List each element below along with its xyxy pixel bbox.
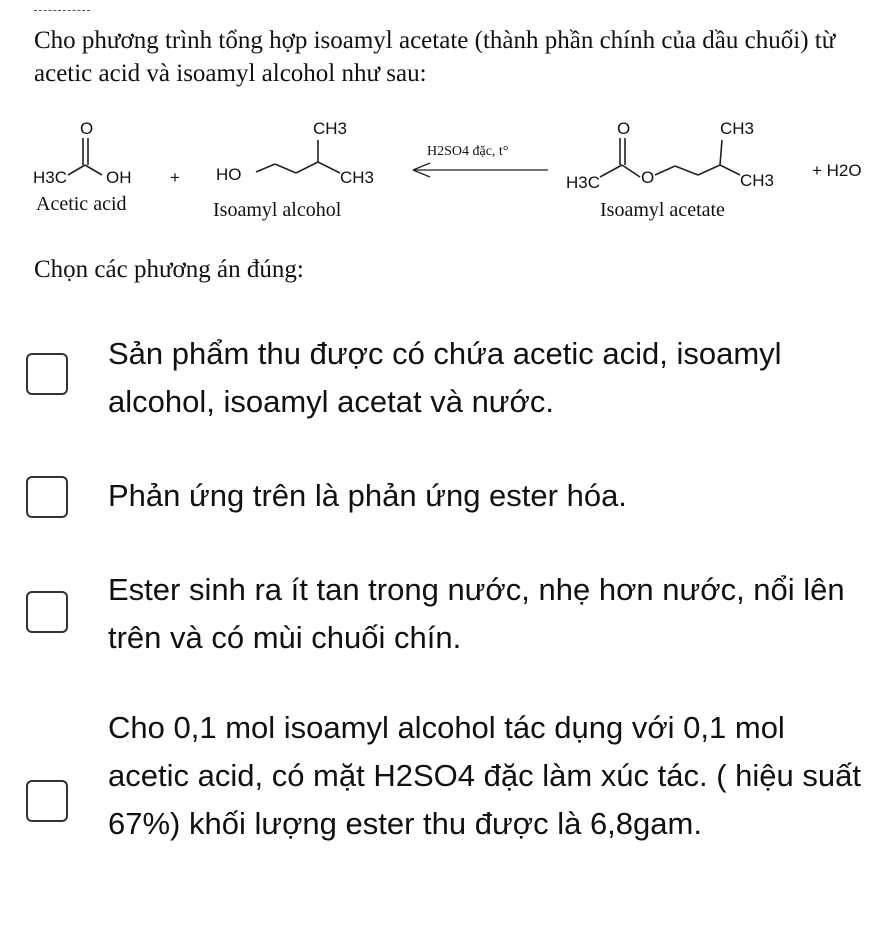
checkbox-option-2[interactable] xyxy=(26,476,68,518)
acetic-acid-h3c: H3C xyxy=(33,168,68,187)
isoamyl-alcohol-ho: HO xyxy=(216,165,242,184)
isoamyl-alcohol-ch3-end: CH3 xyxy=(340,168,375,187)
acetic-acid-carbonyl-o: O xyxy=(80,119,94,138)
reaction-scheme xyxy=(0,108,889,228)
checkbox-option-1[interactable] xyxy=(26,353,68,395)
question-intro: Cho phương trình tổng hợp isoamyl acetate (thành phần chính của dầu chuối) từ acetic acid và isoamyl alcohol như sau: xyxy=(34,27,836,87)
option-1-text: Sản phẩm thu được có chứa acetic acid, isoamyl alcohol, isoamyl acetat và nước. xyxy=(108,336,782,419)
isoamyl-acetate-ester-o: O xyxy=(641,168,655,187)
option-3-text: Ester sinh ra ít tan trong nước, nhẹ hơn nước, nổi lên trên và có mùi chuối chín. xyxy=(108,572,845,655)
isoamyl-alcohol-ch3-top: CH3 xyxy=(313,119,348,138)
option-2-text: Phản ứng trên là phản ứng ester hóa. xyxy=(108,478,627,513)
reaction-condition: H2SO4 đặc, t° xyxy=(427,144,509,159)
isoamyl-acetate-ch3-end: CH3 xyxy=(740,171,775,190)
acetic-acid-name: Acetic acid xyxy=(36,193,127,215)
option-4-text: Cho 0,1 mol isoamyl alcohol tác dụng với 0,1 mol acetic acid, có mặt H2SO4 đặc làm xúc tác. ( hiệu suất 67%) khối lượng ester thu được là 6,8gam. xyxy=(108,710,861,841)
question-prompt: Chọn các phương án đúng: xyxy=(34,256,304,283)
decorative-dash xyxy=(34,10,90,11)
isoamyl-acetate-h3c: H3C xyxy=(566,173,601,192)
plus-water: + H2O xyxy=(812,161,862,180)
plus-sign: + xyxy=(170,168,180,187)
checkbox-option-3[interactable] xyxy=(26,591,68,633)
isoamyl-acetate-name: Isoamyl acetate xyxy=(600,199,725,221)
acetic-acid-oh: OH xyxy=(106,168,132,187)
checkbox-option-4[interactable] xyxy=(26,780,68,822)
isoamyl-alcohol-name: Isoamyl alcohol xyxy=(213,199,342,221)
isoamyl-acetate-carbonyl-o: O xyxy=(617,119,631,138)
isoamyl-acetate-ch3-top: CH3 xyxy=(720,119,755,138)
